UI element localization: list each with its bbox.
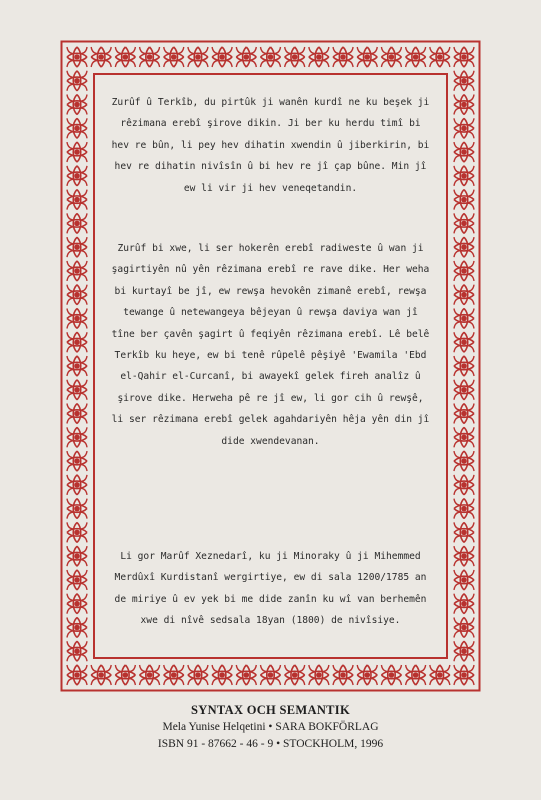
imprint-separator-2: •	[276, 738, 281, 750]
imprint-place-year: STOCKHOLM, 1996	[283, 738, 384, 750]
imprint-isbn-line	[0, 736, 541, 753]
imprint	[0, 702, 541, 753]
paragraph-2: Zurûf bi xwe, li ser hokerên erebî radiweste û wan ji şagirtiyên nû yên rêzimana erebî re rave dike. Her weha bi kurtayî be jî, ew rewşa hevokên zimanê erebî, rewşa tewange û netewangeya bêjeyan û rewşa daviya wan jî tîne ber çavên şagirt û feqiyên rêzimana erebî. Lê belê Terkîb ku heye, ew bi tenê rûpelê pêşiyê 'Ewamila 'Ebd el-Qahir el-Curcanî, bi awayekî gelek fireh analîz û şirove dike. Herweha pê re jî ew, li gor cih û rewşê, li ser rêzimana erebî gelek agahdariyên hêja yên din jî dide xwendevanan.	[111, 243, 430, 447]
imprint-isbn: ISBN 91 - 87662 - 46 - 9	[157, 738, 274, 750]
imprint-publisher: SARA BOKFÖRLAG	[275, 721, 379, 733]
paragraph-3: Li gor Marûf Xeznedarî, ku ji Minoraky û ji Mihemmed Merdûxî Kurdistanî wergirtiye, ew di sala 1200/1785 an de miriye û ev yek bi me dide zanîn ku wî van berhemên xwe di nîvê sedsala 18yan (1800) de nivîsiye.	[114, 551, 427, 627]
imprint-separator: •	[268, 721, 273, 733]
imprint-title: SYNTAX OCH SEMANTIK	[191, 703, 350, 717]
imprint-author-line	[0, 719, 541, 736]
imprint-author: Mela Yunise Helqetini	[162, 721, 266, 733]
paragraph-1: Zurûf û Terkîb, du pirtûk ji wanên kurdî ne ku beşek ji rêzimana erebî şirove dikin. Ji ber ku herdu timî bi hev re bûn, li pey hev dihatin xwendin û jiberkirin, bi hev re dihatin nivîsîn û bi hev re jî çap bûne. Min jî ew li vir ji hev veneqetandin.	[111, 97, 430, 194]
